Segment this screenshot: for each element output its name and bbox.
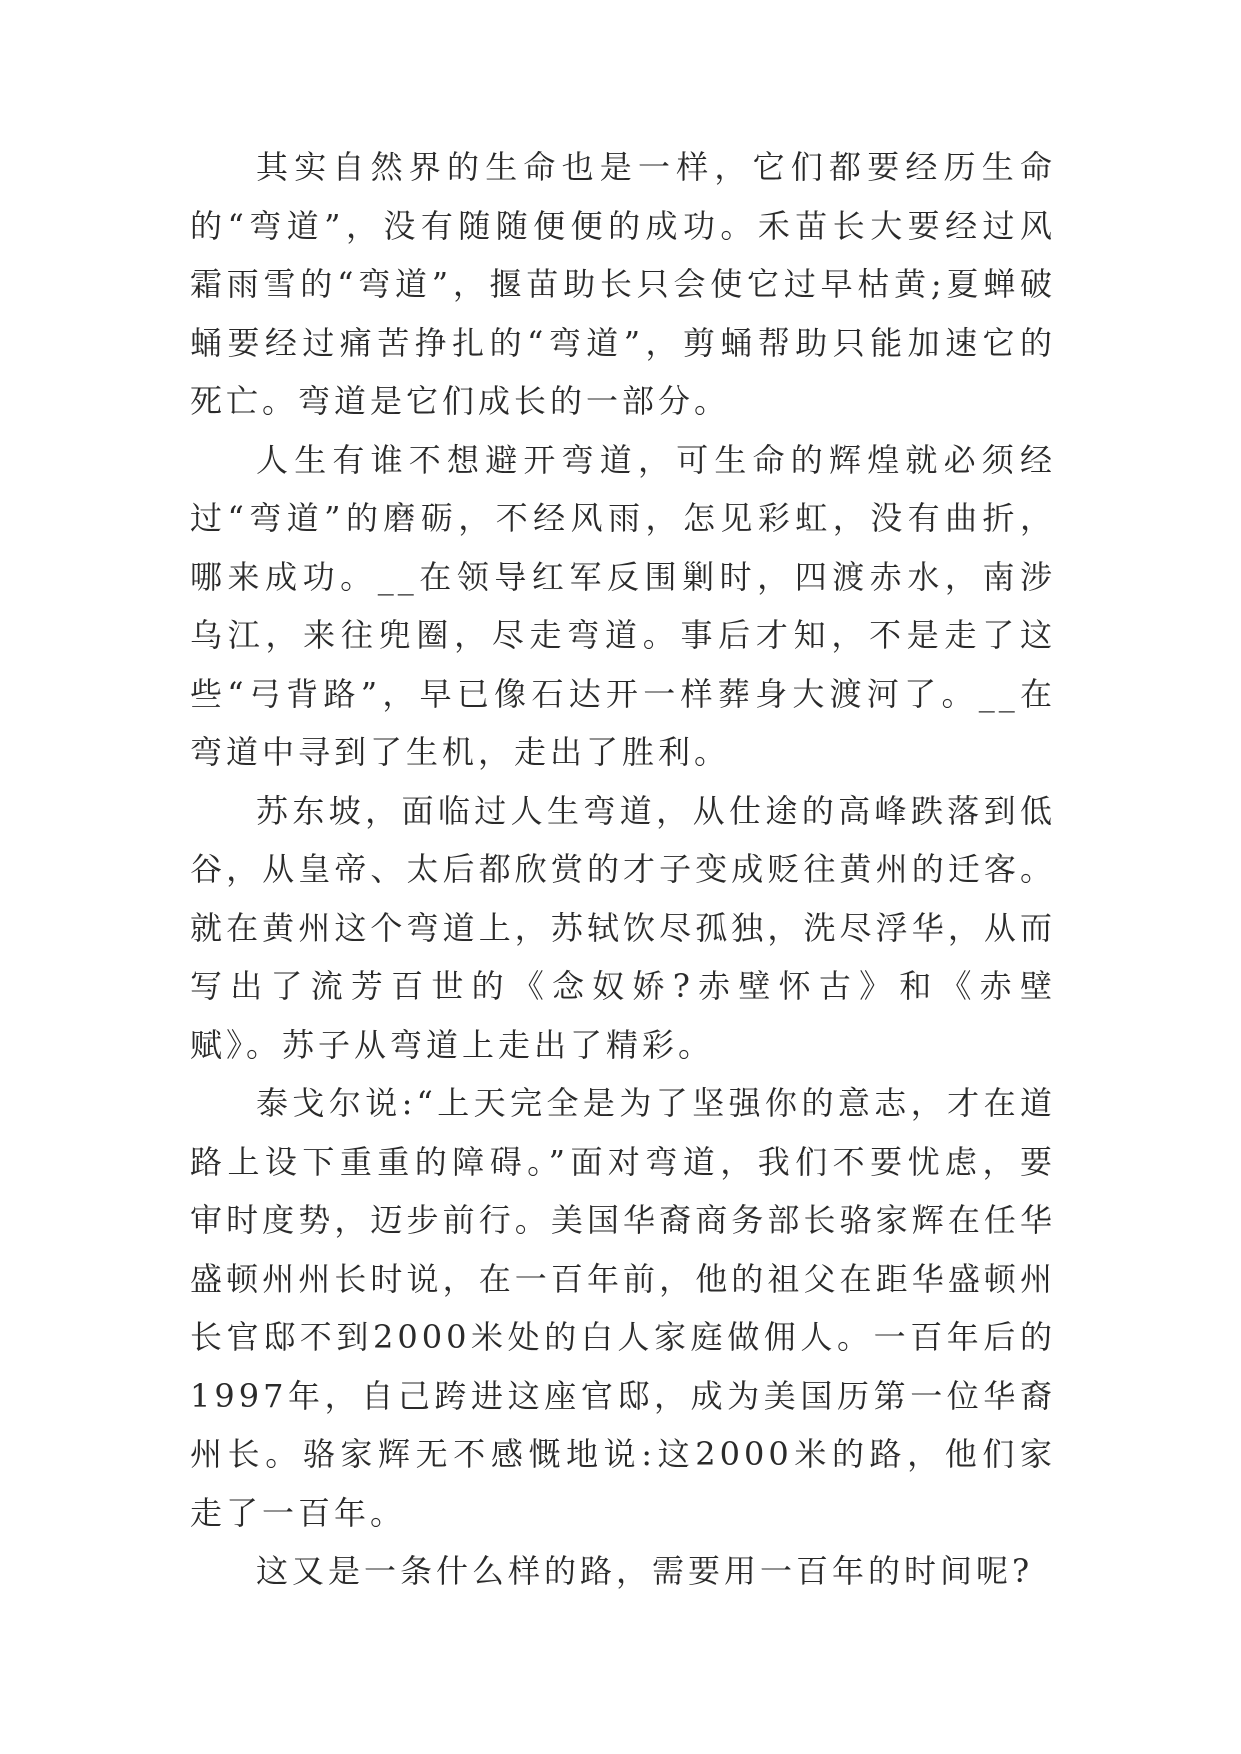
paragraph-1: 其实自然界的生命也是一样，它们都要经历生命的“弯道”，没有随随便便的成功。禾苗长大要经过风霜雨雪的“弯道”，揠苗助长只会使它过早枯黄;夏蝉破蛹要经过痛苦挣扎的“弯道”，剪蛹帮助只能加速它的死亡。弯道是它们成长的一部分。 — [190, 148, 1056, 420]
paragraph-4: 泰戈尔说:“上天完全是为了坚强你的意志，才在道路上设下重重的障碍。”面对弯道，我们不要忧虑，要审时度势，迈步前行。美国华裔商务部长骆家辉在任华盛顿州州长时说，在一百年前，他的祖父在距华盛顿州长官邸不到2000米处的白人家庭做佣人。一百年后的1997年，自己跨进这座官邸，成为美国历第一位华裔州长。骆家辉无不感慨地说:这2000米的路，他们家走了一百年。 — [190, 1084, 1056, 1532]
paragraph-5: 这又是一条什么样的路，需要用一百年的时间呢? — [256, 1552, 1034, 1590]
paragraph-2: 人生有谁不想避开弯道，可生命的辉煌就必须经过“弯道”的磨砺，不经风雨，怎见彩虹，没有曲折，哪来成功。__在领导红军反围剿时，四渡赤水，南涉乌江，来往兜圈，尽走弯道。事后才知，不是走了这些“弓背路”，早已像石达开一样葬身大渡河了。__在弯道中寻到了生机，走出了胜利。 — [190, 440, 1056, 771]
paragraph-3: 苏东坡，面临过人生弯道，从仕途的高峰跌落到低谷，从皇帝、太后都欣赏的才子变成贬往黄州的迁客。就在黄州这个弯道上，苏轼饮尽孤独，洗尽浮华，从而写出了流芳百世的《念奴娇?赤壁怀古》和《赤壁赋》。苏子从弯道上走出了精彩。 — [190, 791, 1056, 1064]
document-body — [190, 138, 1056, 1601]
